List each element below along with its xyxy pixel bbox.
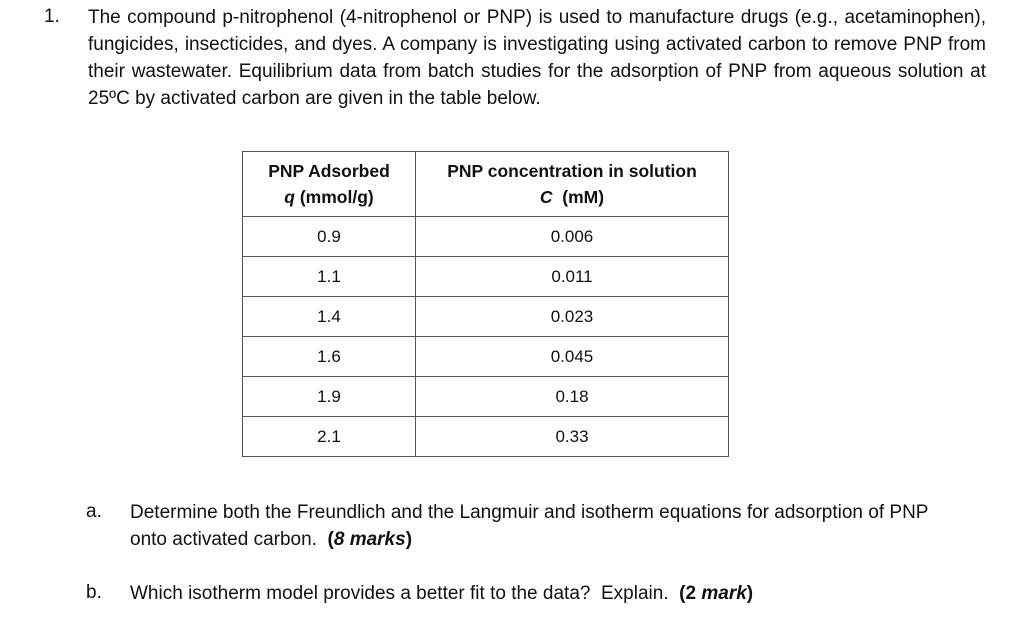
table-row bbox=[243, 297, 729, 337]
cell-q: 1.9 bbox=[243, 377, 416, 417]
cell-c: 0.006 bbox=[416, 217, 729, 257]
part-a-letter: a. bbox=[86, 501, 102, 522]
table-header-row bbox=[243, 152, 729, 217]
header-c-unit: (mM) bbox=[552, 187, 605, 207]
part-a-marks-value: 8 marks bbox=[333, 529, 406, 550]
cell-c: 0.023 bbox=[416, 297, 729, 337]
part-a-marks bbox=[328, 529, 413, 550]
header-pnp-adsorbed bbox=[243, 152, 416, 217]
part-b-marks-value: mark bbox=[701, 583, 747, 604]
cell-c: 0.18 bbox=[416, 377, 729, 417]
table-row bbox=[243, 257, 729, 297]
part-b-letter: b. bbox=[86, 582, 102, 603]
question-number: 1. bbox=[44, 6, 60, 27]
header-pnp-concentration bbox=[416, 152, 729, 217]
cell-q: 0.9 bbox=[243, 217, 416, 257]
header-pnp-concentration-title: PNP concentration in solution bbox=[447, 161, 697, 181]
header-c-variable: C bbox=[539, 187, 553, 207]
part-b-question: Which isotherm model provides a better fit to the data? Explain. bbox=[130, 583, 680, 604]
part-a-question: Determine both the Freundlich and the Langmuir and isotherm equations for adsorption of PNP onto activated carbon. bbox=[130, 502, 934, 550]
table-row bbox=[243, 417, 729, 457]
header-pnp-concentration-unit-line bbox=[416, 184, 728, 210]
header-pnp-adsorbed-unit-line bbox=[243, 184, 415, 210]
part-b-marks-prefix: (2 bbox=[679, 583, 702, 604]
header-pnp-adsorbed-title: PNP Adsorbed bbox=[268, 161, 390, 181]
cell-q: 2.1 bbox=[243, 417, 416, 457]
cell-q: 1.6 bbox=[243, 337, 416, 377]
cell-q: 1.4 bbox=[243, 297, 416, 337]
cell-q: 1.1 bbox=[243, 257, 416, 297]
cell-c: 0.33 bbox=[416, 417, 729, 457]
part-a-marks-close: ) bbox=[405, 529, 413, 550]
part-a-text bbox=[130, 499, 960, 553]
part-a-marks-open: ( bbox=[327, 529, 334, 550]
table-row bbox=[243, 337, 729, 377]
table-row bbox=[243, 377, 729, 417]
header-q-variable: q bbox=[284, 187, 295, 207]
part-b-marks bbox=[679, 583, 753, 604]
adsorption-data-table bbox=[242, 151, 729, 457]
cell-c: 0.011 bbox=[416, 257, 729, 297]
question-text: The compound p-nitrophenol (4-nitrophenol or PNP) is used to manufacture drugs (e.g., acetaminophen), fungicides, insecticides, and dyes. A company is investigating using activated carbon to remove PNP from their wastewater. Equilibrium data from batch studies for the adsorption of PNP from aqueous solution at 25ºC by activated carbon are given in the table below. bbox=[88, 7, 986, 109]
table-row bbox=[243, 217, 729, 257]
part-b-text bbox=[130, 580, 960, 607]
part-b-marks-close: ) bbox=[746, 583, 754, 604]
header-q-unit: (mmol/g) bbox=[294, 187, 374, 207]
cell-c: 0.045 bbox=[416, 337, 729, 377]
